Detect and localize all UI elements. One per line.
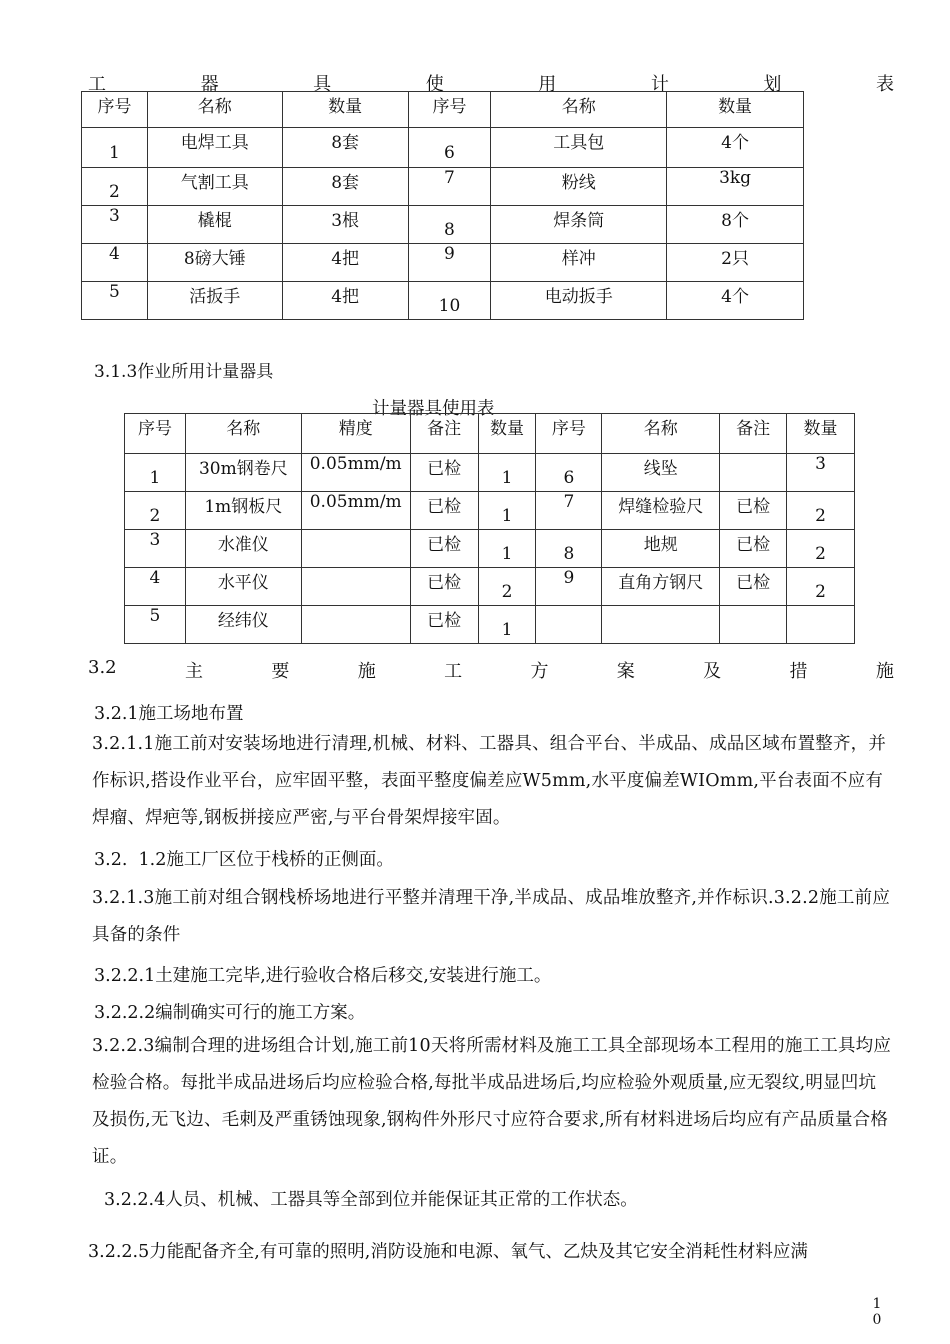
table-cell: 8 bbox=[536, 530, 602, 568]
table-cell: 4把 bbox=[282, 282, 408, 320]
table-cell: 焊缝检验尺 bbox=[602, 492, 720, 530]
paragraph-3213: 3.2.1.3施工前对组合钢栈桥场地进行平整并清理干净,半成品、成品堆放整齐,并作标识.3.2.2施工前应具备的条件 bbox=[92, 888, 891, 945]
table-cell: 4 bbox=[125, 568, 186, 606]
table-cell: 水平仪 bbox=[185, 568, 301, 606]
title-char: 工 bbox=[88, 74, 106, 95]
table-cell: 1 bbox=[478, 492, 536, 530]
heading-part: 主 bbox=[185, 661, 203, 682]
header-cell: 名称 bbox=[185, 414, 301, 454]
table-cell: 4个 bbox=[667, 128, 804, 168]
table-cell: 6 bbox=[536, 454, 602, 492]
table-cell: 已检 bbox=[410, 568, 478, 606]
heading-part: 及 bbox=[703, 661, 722, 682]
table-row bbox=[125, 568, 855, 606]
table-cell: 2 bbox=[82, 168, 148, 206]
header-cell: 序号 bbox=[82, 92, 148, 128]
table-cell: 地规 bbox=[602, 530, 720, 568]
table-cell bbox=[602, 606, 720, 644]
table-cell: 2 bbox=[787, 492, 855, 530]
heading-part: 工 bbox=[444, 661, 463, 682]
header-cell: 名称 bbox=[147, 92, 282, 128]
title-char: 器 bbox=[200, 74, 219, 95]
table-cell: 4把 bbox=[282, 244, 408, 282]
subsection-heading-321: 3.2.1施工场地布置 bbox=[94, 704, 244, 724]
measuring-instrument-table bbox=[124, 413, 855, 644]
title-char: 划 bbox=[763, 74, 782, 95]
table-cell: 4 bbox=[82, 244, 148, 282]
heading-part: 施 bbox=[875, 661, 894, 682]
table-cell: 气割工具 bbox=[147, 168, 282, 206]
header-cell: 序号 bbox=[125, 414, 186, 454]
table-cell: 8套 bbox=[282, 168, 408, 206]
table-cell: 30m钢卷尺 bbox=[185, 454, 301, 492]
table-cell: 7 bbox=[536, 492, 602, 530]
heading-part: 施 bbox=[357, 661, 376, 682]
heading-part: 案 bbox=[616, 661, 635, 682]
header-cell: 精度 bbox=[301, 414, 410, 454]
table-cell: 已检 bbox=[410, 606, 478, 644]
table-cell: 已检 bbox=[410, 454, 478, 492]
paragraph-3222: 3.2.2.2编制确实可行的施工方案。 bbox=[94, 1003, 366, 1023]
table-cell: 电动扳手 bbox=[491, 282, 667, 320]
table-cell: 1m钢板尺 bbox=[185, 492, 301, 530]
table-header-row bbox=[125, 414, 855, 454]
table-cell: 5 bbox=[82, 282, 148, 320]
table-cell: 2 bbox=[787, 568, 855, 606]
table-cell: 1 bbox=[478, 530, 536, 568]
page-number-digit: 0 bbox=[872, 1312, 882, 1328]
table-row bbox=[125, 530, 855, 568]
table-cell: 4个 bbox=[667, 282, 804, 320]
table-cell: 水准仪 bbox=[185, 530, 301, 568]
tool-usage-table bbox=[81, 91, 804, 320]
title-char: 使 bbox=[425, 74, 444, 95]
table-row bbox=[82, 206, 804, 244]
table-cell: 3kg bbox=[667, 168, 804, 206]
table-cell: 0.05mm/m bbox=[301, 492, 410, 530]
table-cell: 工具包 bbox=[491, 128, 667, 168]
table-cell: 3 bbox=[82, 206, 148, 244]
table-cell: 橇棍 bbox=[147, 206, 282, 244]
table-cell: 已检 bbox=[720, 492, 787, 530]
table-cell: 8个 bbox=[667, 206, 804, 244]
table-cell: 已检 bbox=[410, 492, 478, 530]
table-cell: 8 bbox=[408, 206, 491, 244]
table-cell: 焊条筒 bbox=[491, 206, 667, 244]
table-cell: 电焊工具 bbox=[147, 128, 282, 168]
table-cell: 1 bbox=[82, 128, 148, 168]
title-char: 表 bbox=[875, 74, 894, 95]
table-cell: 线坠 bbox=[602, 454, 720, 492]
table-cell: 1 bbox=[125, 454, 186, 492]
header-cell: 名称 bbox=[602, 414, 720, 454]
header-cell: 数量 bbox=[478, 414, 536, 454]
table-cell bbox=[720, 606, 787, 644]
table-cell bbox=[787, 606, 855, 644]
table-cell: 已检 bbox=[720, 568, 787, 606]
header-cell: 序号 bbox=[408, 92, 491, 128]
table-row bbox=[82, 128, 804, 168]
table-cell: 1 bbox=[478, 454, 536, 492]
page-number bbox=[872, 1296, 882, 1328]
paragraph-3224: 3.2.2.4人员、机械、工器具等全部到位并能保证其正常的工作状态。 bbox=[104, 1190, 638, 1210]
table-cell: 8套 bbox=[282, 128, 408, 168]
paragraph-3212: 3.2. 1.2施工厂区位于栈桥的正侧面。 bbox=[94, 850, 394, 870]
table-cell: 6 bbox=[408, 128, 491, 168]
table-row bbox=[82, 244, 804, 282]
page-number-digit: 1 bbox=[872, 1296, 882, 1312]
table-cell: 10 bbox=[408, 282, 491, 320]
table-cell: 2 bbox=[787, 530, 855, 568]
table-cell: 2只 bbox=[667, 244, 804, 282]
table-cell: 7 bbox=[408, 168, 491, 206]
table-cell bbox=[536, 606, 602, 644]
table-cell: 1 bbox=[478, 606, 536, 644]
table-row bbox=[125, 492, 855, 530]
table-cell: 9 bbox=[408, 244, 491, 282]
heading-part: 要 bbox=[271, 661, 290, 682]
table-cell: 9 bbox=[536, 568, 602, 606]
table-cell: 2 bbox=[478, 568, 536, 606]
table-row bbox=[125, 454, 855, 492]
table-cell: 粉线 bbox=[491, 168, 667, 206]
measure-table-title: 计量器具使用表 bbox=[372, 399, 495, 419]
paragraph-3225: 3.2.2.5力能配备齐全,有可靠的照明,消防设施和电源、氧气、乙炔及其它安全消耗性材料应满 bbox=[88, 1242, 808, 1262]
table-cell: 样冲 bbox=[491, 244, 667, 282]
table-cell: 3 bbox=[787, 454, 855, 492]
table-cell: 已检 bbox=[720, 530, 787, 568]
paragraph-3211: 3.2.1.1施工前对安装场地进行清理,机械、材料、工器具、组合平台、半成品、成品区域布置整齐，并作标识,搭设作业平台，应牢固平整，表面平整度偏差应W5mm,水平度偏差WIOmm,平台表面不应有焊瘤、焊疤等,钢板拼接应严密,与平台骨架焊接牢固。 bbox=[92, 734, 887, 828]
heading-part: 方 bbox=[530, 661, 549, 682]
heading-part: 措 bbox=[789, 661, 808, 682]
header-cell: 数量 bbox=[667, 92, 804, 128]
heading-part: 3.2 bbox=[88, 657, 117, 678]
header-cell: 序号 bbox=[536, 414, 602, 454]
paragraph-3221: 3.2.2.1土建施工完毕,进行验收合格后移交,安装进行施工。 bbox=[94, 966, 552, 986]
table-cell: 3根 bbox=[282, 206, 408, 244]
table-cell bbox=[720, 454, 787, 492]
table-header-row bbox=[82, 92, 804, 128]
table-row bbox=[82, 168, 804, 206]
table-cell bbox=[301, 530, 410, 568]
section-heading-313: 3.1.3作业所用计量器具 bbox=[94, 362, 274, 382]
table-cell bbox=[301, 568, 410, 606]
table-cell bbox=[301, 606, 410, 644]
table-cell: 直角方钢尺 bbox=[602, 568, 720, 606]
title-char: 具 bbox=[313, 74, 332, 95]
table-row bbox=[125, 606, 855, 644]
table-cell: 0.05mm/m bbox=[301, 454, 410, 492]
table-cell: 5 bbox=[125, 606, 186, 644]
header-cell: 数量 bbox=[787, 414, 855, 454]
paragraph-3223: 3.2.2.3编制合理的进场组合计划,施工前10天将所需材料及施工工具全部现场本工程用的施工工具均应检验合格。每批半成品进场后均应检验合格,每批半成品进场后,均应检验外观质量,应无裂纹,明显凹坑及损伤,无飞边、毛刺及严重锈蚀现象,钢构件外形尺寸应符合要求,所有材料进场后均应有产品质量合格证。 bbox=[92, 1036, 892, 1167]
table-cell: 已检 bbox=[410, 530, 478, 568]
header-cell: 备注 bbox=[410, 414, 478, 454]
table-row bbox=[82, 282, 804, 320]
header-cell: 数量 bbox=[282, 92, 408, 128]
table-cell: 8磅大锤 bbox=[147, 244, 282, 282]
title-char: 用 bbox=[538, 74, 557, 95]
table-cell: 活扳手 bbox=[147, 282, 282, 320]
title-char: 计 bbox=[650, 74, 669, 95]
header-cell: 名称 bbox=[491, 92, 667, 128]
section-heading-32 bbox=[88, 657, 894, 681]
table-cell: 3 bbox=[125, 530, 186, 568]
table-cell: 经纬仪 bbox=[185, 606, 301, 644]
table-cell: 2 bbox=[125, 492, 186, 530]
header-cell: 备注 bbox=[720, 414, 787, 454]
